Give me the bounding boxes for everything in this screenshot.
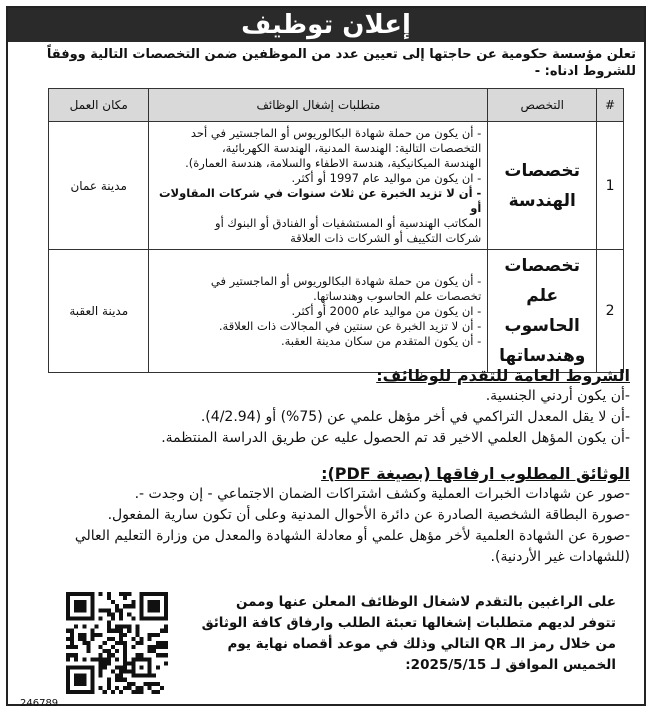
row-number: 2 bbox=[597, 250, 624, 373]
row-location: مدينة العقبة bbox=[49, 250, 149, 373]
document-item: -صورة عن الشهادة العلمية لأخر مؤهل علمي أو معادلة الشهادة والمعدل من وزارة التعليم العالي bbox=[74, 528, 630, 544]
requirement-line: - أن يكون من حملة شهادة البكالوريوس أو الماجستير في أحد bbox=[190, 125, 482, 140]
row-location: مدينة عمان bbox=[49, 122, 149, 250]
condition-item: -أن لا يقل المعدل التراكمي في أخر مؤهل علمي عن (75%) أو (4/2.94). bbox=[200, 409, 630, 425]
requirement-line: - ان يكون من مواليد عام 2000 أو أكثر. bbox=[291, 303, 482, 318]
requirement-line: - أن لا تزيد الخبرة عن سنتين في المجالات ذات العلاقة. bbox=[218, 318, 482, 333]
document-item: -صورة البطاقة الشخصية الصادرة عن دائرة الأحوال المدنية وعلى أن تكون سارية المفعول. bbox=[107, 507, 630, 523]
spec-line: الحاسوب bbox=[504, 316, 580, 336]
row-specialization bbox=[488, 250, 597, 373]
table-row bbox=[49, 122, 624, 250]
requirement-line: المكاتب الهندسية أو المستشفيات أو الفنادق أو البنوك أو bbox=[215, 215, 482, 230]
requirement-line: التخصصات التالية: الهندسة المدنية، الهندسة الكهربائية، bbox=[221, 140, 482, 155]
row-specialization bbox=[488, 122, 597, 250]
closing-line: من خلال رمز الـ QR التالي وذلك في موعد أقصاه نهاية يوم bbox=[227, 636, 616, 652]
advertisement-frame bbox=[6, 6, 646, 709]
condition-item: -أن يكون أردني الجنسية. bbox=[485, 388, 630, 404]
requirement-line: شركات التكييف أو الشركات ذات العلاقة bbox=[290, 230, 482, 245]
requirement-line: - ان يكون من مواليد عام 1997 أو أكثر. bbox=[291, 170, 482, 185]
row-number: 1 bbox=[597, 122, 624, 250]
closing-line: الخميس الموافق لـ 2025/5/15: bbox=[405, 657, 616, 673]
header-specialization: التخصص bbox=[488, 89, 597, 122]
spec-line: تخصصات علم bbox=[504, 256, 581, 306]
spec-line: تخصصات bbox=[504, 160, 581, 181]
requirement-line: - أن يكون المتقدم من سكان مدينة العقبة. bbox=[280, 333, 482, 348]
table-header-row bbox=[49, 89, 624, 122]
intro-text: تعلن مؤسسة حكومية عن حاجتها إلى تعيين عدد من الموظفين ضمن التخصصات التالية ووفقاً للشروط ادناه: - bbox=[46, 47, 636, 79]
qr-code-icon[interactable] bbox=[66, 592, 168, 694]
table-row bbox=[49, 250, 624, 373]
header-location: مكان العمل bbox=[49, 89, 149, 122]
title-bar bbox=[8, 8, 644, 42]
documents-heading: الوثائق المطلوب ارفاقها (بصيغة PDF): bbox=[321, 464, 630, 483]
document-item: (للشهادات غير الأردنية). bbox=[490, 549, 630, 565]
row-requirements bbox=[149, 122, 488, 250]
closing-line: تتوفر لديهم متطلبات إشغالها تعبئة الطلب وارفاق كافة الوثائق bbox=[201, 615, 616, 631]
closing-line: على الراغبين بالتقدم لاشغال الوظائف المعلن عنها وممن bbox=[235, 594, 616, 610]
general-conditions-heading: الشروط العامة للتقدم للوظائف: bbox=[376, 366, 630, 385]
header-number: # bbox=[597, 89, 624, 122]
requirement-line: - أن يكون من حملة شهادة البكالوريوس أو الماجستير في bbox=[210, 273, 482, 288]
document-item: -صور عن شهادات الخبرات العملية وكشف اشتراكات الضمان الاجتماعي - إن وجدت -. bbox=[134, 486, 630, 502]
general-conditions-section bbox=[18, 366, 630, 449]
page-title: إعلان توظيف bbox=[241, 10, 411, 40]
header-requirements: متطلبات إشغال الوظائف bbox=[149, 89, 488, 122]
requirement-line: تخصصات علم الحاسوب وهندساتها. bbox=[313, 288, 482, 303]
row-requirements bbox=[149, 250, 488, 373]
condition-item: -أن يكون المؤهل العلمي الاخير قد تم الحصول عليه عن طريق الدراسة المنتظمة. bbox=[161, 430, 630, 446]
documents-section bbox=[18, 464, 630, 568]
jobs-table bbox=[48, 88, 624, 373]
spec-line: الهندسة bbox=[508, 190, 576, 211]
reference-number: 246789 bbox=[20, 698, 59, 709]
requirement-line: - أن لا تزيد الخبرة عن ثلاث سنوات في شركات المقاولات أو bbox=[159, 185, 482, 215]
closing-instructions bbox=[184, 592, 616, 676]
requirement-line: الهندسة الميكانيكية، هندسة الاطفاء والسلامة، هندسة العمارة). bbox=[185, 155, 482, 170]
spec-line: وهندساتها bbox=[499, 346, 586, 366]
